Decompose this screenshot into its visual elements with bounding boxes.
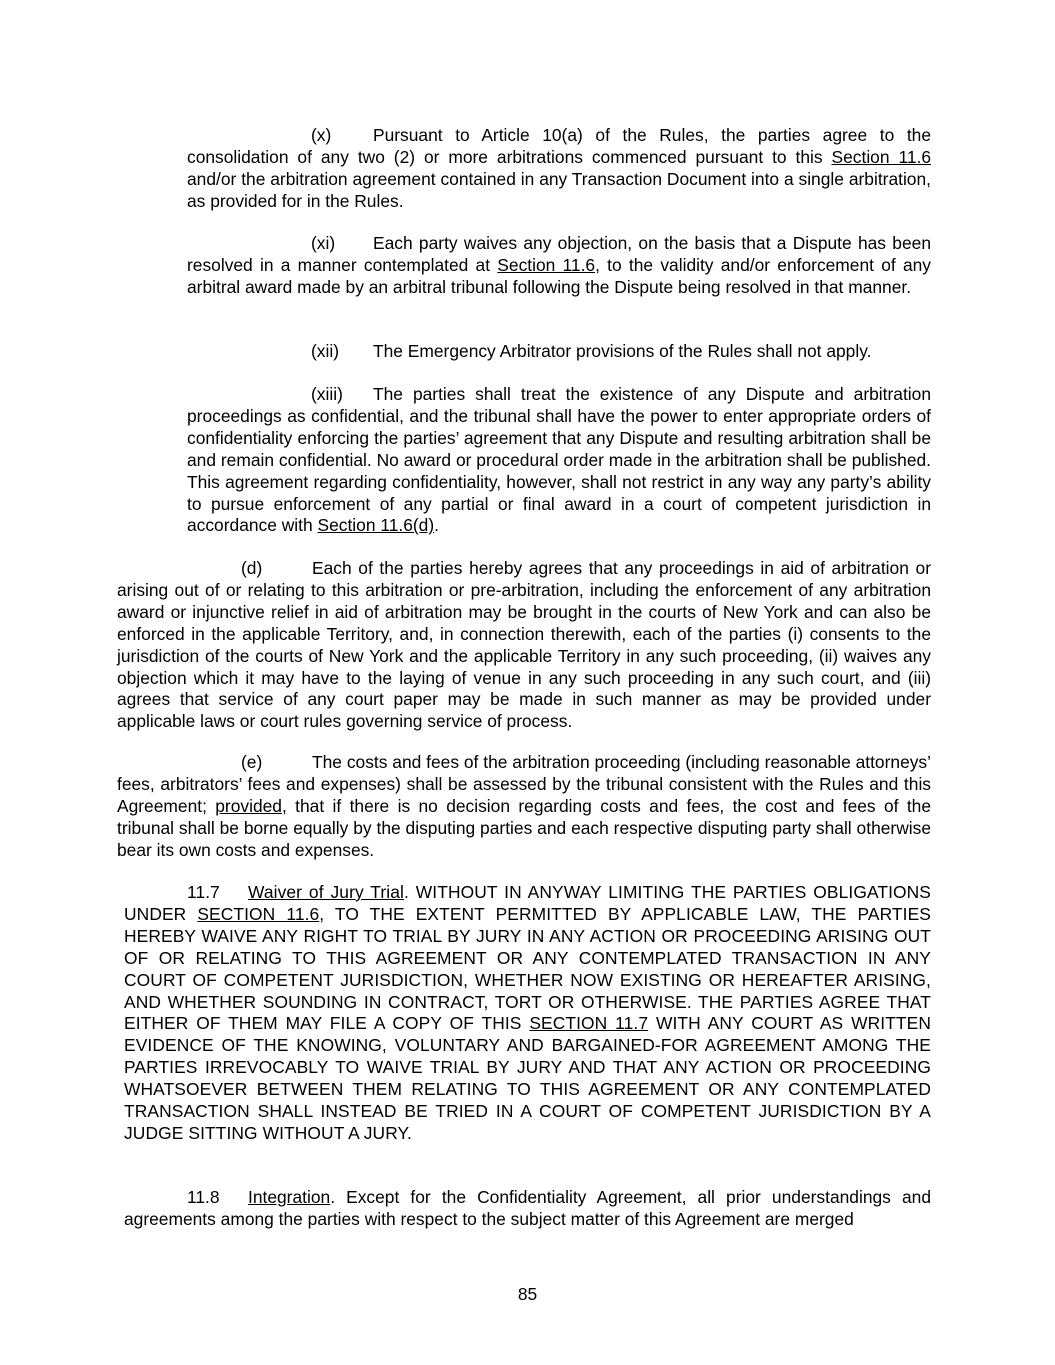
section-number: 11.7: [187, 882, 220, 902]
clause-e: [117, 752, 931, 862]
clause-text: Each of the parties hereby agrees that any proceedings in aid of arbitration or arising out of or relating to this arbitration or pre-arbitration, including the enforcement of any arbitration award or injunctive relief in aid of arbitration may be brought in the courts of New York and can also be enforced in the applicable Territory, and, in connection therewith, each of the parties (i) consents to the jurisdiction of the courts of New York and the applicable Territory in any such proceeding, (ii) waives any objection which it may have to the laying of venue in any such proceeding in any such court, and (iii) agrees that service of any court paper may be made in such manner as may be provided under applicable laws or court rules governing service of process.: [117, 558, 931, 732]
section-heading: Waiver of Jury Trial: [248, 882, 404, 902]
clause-xiii: [187, 384, 931, 537]
clause-text: The parties shall treat the existence of any Dispute and arbitration proceedings as confidential, and the tribunal shall have the power to enter appropriate orders of confidentiality enforcing the parties’ agreement that any Dispute and resulting arbitration shall be and remain confidential. No award or procedural order made in the arbitration shall be published. This agreement regarding confidentiality, however, shall not restrict in any way any party’s ability to pursue enforcement of any partial or final award in a court of competent jurisdiction in accordance with: [187, 384, 931, 536]
clause-x: [187, 125, 931, 213]
proviso-term: provided: [215, 795, 282, 816]
section-reference: SECTION 11.6: [197, 903, 320, 924]
section-11-7: [124, 882, 931, 1145]
section-text: . Except for the Confidentiality Agreement, all prior understandings and agreements among the parties with respect to the subject matter of this Agreement are merged: [124, 1187, 931, 1229]
clause-text: The costs and fees of the arbitration proceeding (including reasonable attorneys’ fees, arbitrators’ fees and expenses) shall be assessed by the tribunal consistent with the Rules and this Agreement;: [117, 752, 931, 816]
clause-text: , to the validity and/or enforcement of any arbitral award made by an arbitral tribunal following the Dispute being resolved in that manner.: [187, 254, 932, 297]
clause-text: Each party waives any objection, on the basis that a Dispute has been resolved in a manner contemplated at: [187, 233, 931, 275]
section-11-8: [124, 1187, 931, 1231]
clause-text: , that if there is no decision regarding costs and fees, the cost and fees of the tribunal shall be borne equally by the disputing parties and each respective disputing party shall otherwise bear its own costs and expenses.: [117, 795, 932, 860]
clause-number: (x): [311, 125, 332, 145]
clause-text: The Emergency Arbitrator provisions of the Rules shall not apply.: [373, 341, 872, 361]
clause-number: (d): [241, 558, 263, 578]
clause-xi: [187, 233, 931, 299]
section-text: WITH ANY COURT AS WRITTEN EVIDENCE OF THE KNOWING, VOLUNTARY AND BARGAINED-FOR AGREEMENT AMONG THE PARTIES IRREVOCABLY TO WAIVE TRIAL BY JURY AND THAT ANY ACTION OR PROCEEDING WHATSOEVER BETWEEN THEM RELATING TO THIS AGREEMENT OR ANY CONTEMPLATED TRANSACTION SHALL INSTEAD BE TRIED IN A COURT OF COMPETENT JURISDICTION BY A JUDGE SITTING WITHOUT A JURY.: [124, 1013, 931, 1143]
section-reference: Section 11.6: [497, 254, 596, 275]
section-heading: Integration: [248, 1187, 331, 1207]
section-number: 11.8: [187, 1187, 220, 1207]
section-text: . WITHOUT IN ANYWAY LIMITING THE PARTIES OBLIGATIONS UNDER: [124, 882, 932, 924]
clause-xii: [187, 341, 931, 363]
section-reference: Section 11.6: [831, 146, 931, 167]
clause-number: (xi): [311, 233, 336, 253]
clause-text: Pursuant to Article 10(a) of the Rules, the parties agree to the consolidation of any two (2) or more arbitrations commenced pursuant to this: [187, 125, 931, 167]
section-text: , TO THE EXTENT PERMITTED BY APPLICABLE LAW, THE PARTIES HEREBY WAIVE ANY RIGHT TO TRIAL BY JURY IN ANY ACTION OR PROCEEDING ARISING OUT OF OR RELATING TO THIS AGREEMENT OR ANY CONTEMPLATED TRANSACTION IN ANY COURT OF COMPETENT JURISDICTION, WHETHER NOW EXISTING OR HEREAFTER ARISING, AND WHETHER SOUNDING IN CONTRACT, TORT OR OTHERWISE. THE PARTIES AGREE THAT EITHER OF THEM MAY FILE A COPY OF THIS: [124, 903, 931, 1034]
clause-text: .: [434, 515, 439, 536]
section-reference: SECTION 11.7: [529, 1013, 649, 1034]
clause-number: (xii): [311, 341, 340, 361]
page-number: 85: [517, 1284, 538, 1304]
clause-text: and/or the arbitration agreement contained in any Transaction Document into a single arbitration, as provided for in the Rules.: [187, 168, 931, 211]
clause-number: (xiii): [311, 384, 343, 404]
section-reference: Section 11.6(d): [317, 515, 435, 536]
clause-d: [117, 558, 931, 733]
clause-number: (e): [241, 752, 263, 772]
